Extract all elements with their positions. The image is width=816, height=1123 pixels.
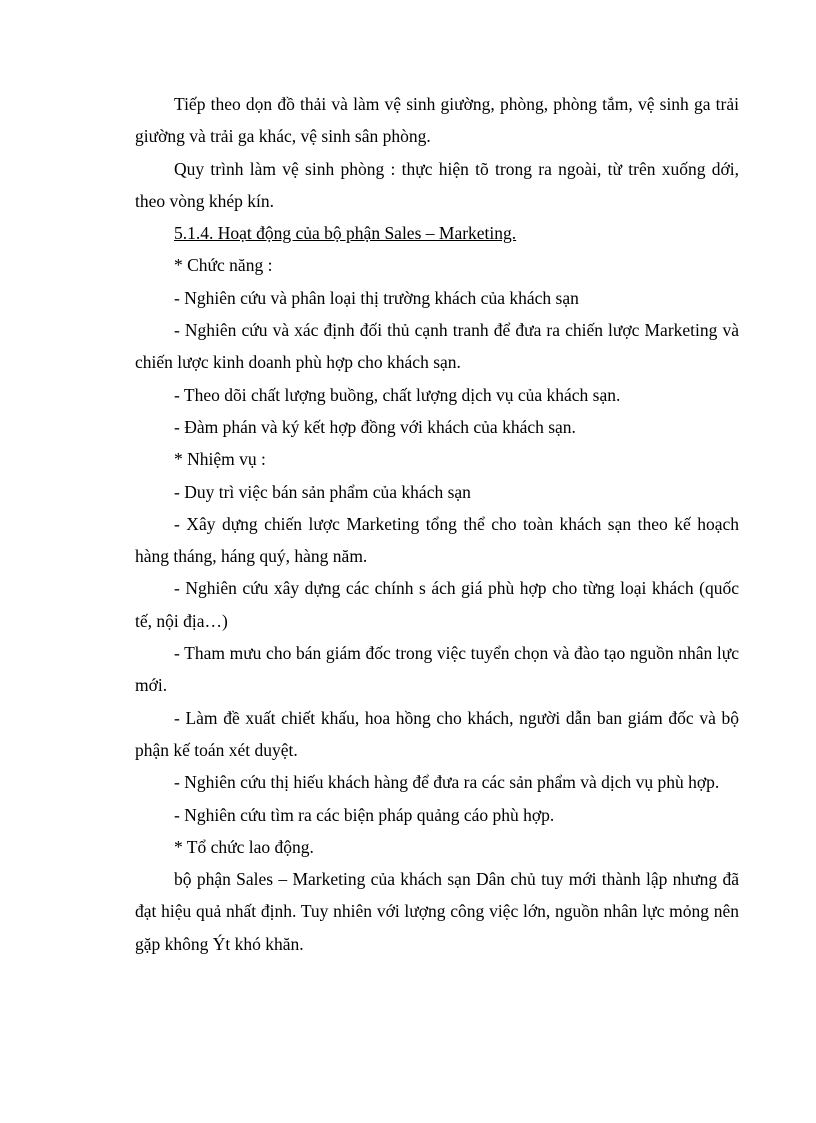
function-item: - Nghiên cứu và phân loại thị trường khách của khách sạn: [174, 287, 579, 308]
task-item: - Duy trì việc bán sản phẩm của khách sạn: [174, 481, 471, 502]
closing-paragraph: bộ phận Sales – Marketing của khách sạn Dân chủ tuy mới thành lập nhưng đã đạt hiệu quả nhất định. Tuy nhiên với lượng công việc lớn, nguồn nhân lực mỏng nên gặp không Ýt khó khăn.: [135, 869, 739, 954]
task-label: * Nhiệm vụ :: [174, 449, 266, 470]
task-item: - Nghiên cứu xây dựng các chính s ách giá phù hợp cho từng loại khách (quốc tế, nội địa…): [135, 578, 739, 631]
intro-paragraph: Quy trình làm vệ sinh phòng : thực hiện tõ trong ra ngoài, từ trên xuống dới, theo vòng khép kín.: [135, 158, 739, 211]
task-item: - Xây dựng chiến lược Marketing tổng thể cho toàn khách sạn theo kế hoạch hàng tháng, háng quý, hàng năm.: [135, 513, 739, 567]
function-item: - Đàm phán và ký kết hợp đồng với khách của khách sạn.: [174, 416, 576, 437]
task-item: - Nghiên cứu thị hiếu khách hàng để đưa ra các sản phẩm và dịch vụ phù hợp.: [174, 772, 720, 793]
intro-paragraph: Tiếp theo dọn đồ thải và làm vệ sinh giường, phòng, phòng tắm, vệ sinh ga trải giường và trải ga khác, vệ sinh sân phòng.: [135, 94, 739, 147]
function-item: - Theo dõi chất lượng buồng, chất lượng dịch vụ của khách sạn.: [174, 384, 621, 405]
section-heading: 5.1.4. Hoạt động của bộ phận Sales – Marketing.: [174, 223, 517, 244]
task-item: - Tham mưu cho bán giám đốc trong việc tuyển chọn và đào tạo nguồn nhân lực mới.: [135, 643, 739, 696]
document-page: [135, 88, 739, 960]
task-item: - Làm đề xuất chiết khấu, hoa hồng cho khách, người dẫn ban giám đốc và bộ phận kế toán xét duyệt.: [135, 707, 739, 760]
function-item: - Nghiên cứu và xác định đối thủ cạnh tranh để đưa ra chiến lược Marketing và chiến lược kinh doanh phù hợp cho khách sạn.: [135, 320, 739, 373]
function-label: * Chức năng :: [174, 255, 273, 276]
task-item: - Nghiên cứu tìm ra các biện pháp quảng cáo phù hợp.: [174, 804, 555, 825]
org-label: * Tổ chức lao động.: [174, 836, 314, 857]
